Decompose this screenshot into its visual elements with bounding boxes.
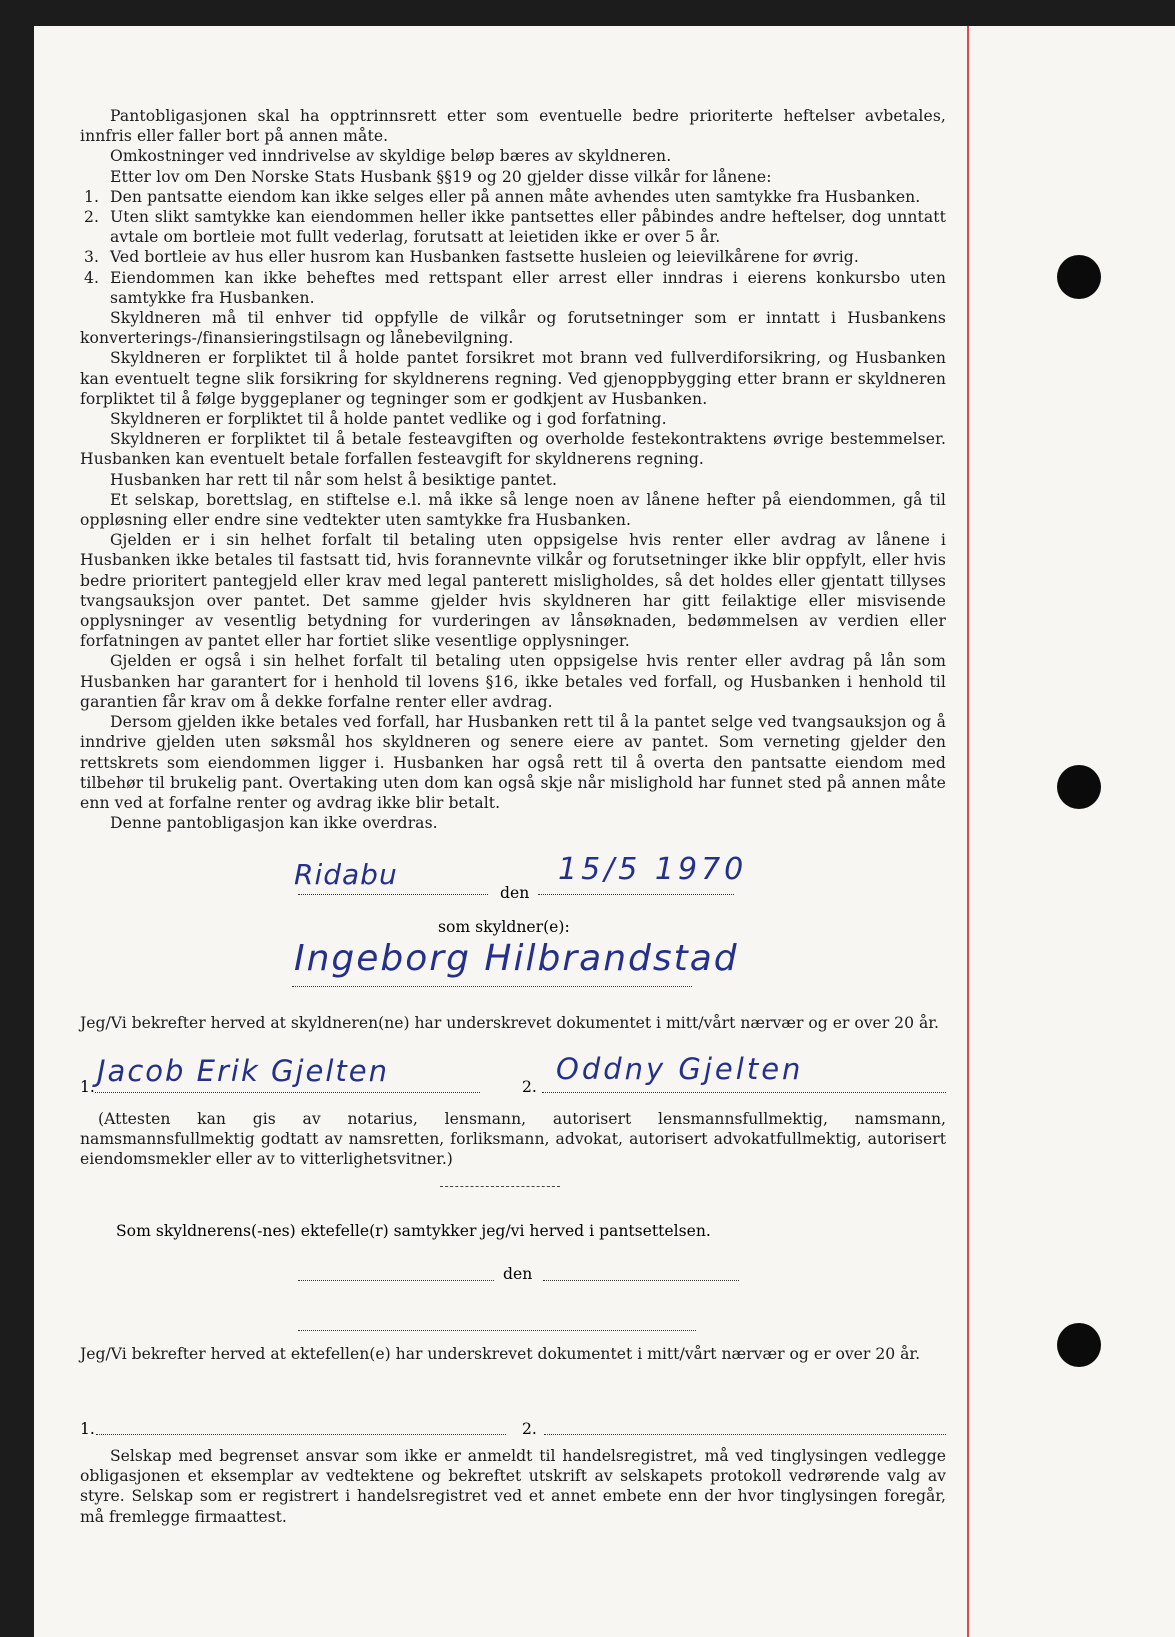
separator (440, 1186, 560, 1187)
spouse-den-label: den (503, 1265, 533, 1283)
place-handwritten: Ridabu (294, 858, 398, 891)
paragraph-enforcement: Dersom gjelden ikke betales ved forfall, har Husbanken rett til å la pantet selge ved tvangsauksjon og å inndrive gjelden uten søksmål hos skyldneren og senere eiere av pantet. Som verneting gjelder den rettskrets som eiendommen ligger i. Husbanken har også rett til å overta den pantsatte eiendom med tilbehør til brukelig pant. Overtaking uten dom kan også skje når mislighold har funnet sted på annen måte enn ved at forfalne renter og avdrag ikke blir betalt. (80, 713, 946, 812)
paragraph-lease-fee: Skyldneren er forpliktet til å betale festeavgiften og overholde festekontraktens øvrige bestemmelser. Husbanken kan eventuelt betale forfallen festeavgift for skyldnerens regning. (80, 430, 946, 469)
paragraph-maintenance: Skyldneren er forpliktet til å holde pantet vedlike og i god forfatning. (110, 410, 667, 429)
list-number: 1. (84, 187, 100, 206)
witness-section (80, 1013, 946, 1033)
witness-2-line-wrap (542, 1052, 946, 1093)
punch-hole (1057, 255, 1101, 299)
list-text: Den pantsatte eiendom kan ikke selges eller på annen måte avhendes uten samtykke fra Husbanken. (110, 187, 921, 206)
spouse-consent: Som skyldnerens(-nes) ektefelle(r) samtykker jeg/vi herved i pantsettelsen. (116, 1222, 711, 1240)
date-handwritten: 15/5 1970 (558, 852, 748, 887)
paragraph-costs: Omkostninger ved inndrivelse av skyldige beløp bæres av skyldneren. (110, 147, 672, 166)
spouse-date-line-wrap (543, 1262, 739, 1281)
terms-section (80, 106, 946, 833)
spouse-witness-2-line (544, 1416, 946, 1435)
paragraph-guarantee: Gjelden er også i sin helhet forfalt til betaling uten oppsigelse hvis renter eller avdrag på lån som Husbanken har garantert for i henhold til lovens §16, ikke betales ved forfall, og Husbanken i henhold til garantien får krav om å dekke forfalne renter eller avdrag. (80, 652, 946, 711)
company-note: Selskap med begrenset ansvar som ikke er anmeldt til handelsregistret, må ved tinglysingen vedlegge obligasjonen et eksemplar av vedtektene og bekreftet utskrift av selskapets protokoll vedrørende valg av styre. Selskap som er registrert i handelsregistret ved et annet embete enn der hvor tinglysingen foregår, må fremlegge firmaattest. (80, 1447, 946, 1526)
paragraph-inspection: Husbanken har rett til når som helst å besiktige pantet. (110, 470, 558, 489)
list-item (80, 207, 946, 247)
paragraph-priority: Pantobligasjonen skal ha opptrinnsrett etter som eventuelle bedre prioriterte heftelser avbetales, innfris eller faller bort på annen måte. (80, 107, 946, 146)
list-text: Uten slikt samtykke kan eiendommen heller ikke pantsettes eller påbindes andre heftelser, dog unntatt avtale om bortleie mot fullt vederlag, forutsatt at leietiden ikke er over 5 år. (110, 208, 946, 247)
list-number: 4. (84, 268, 100, 287)
list-text: Ved bortleie av hus eller husrom kan Husbanken fastsette husleien og leievilkårene for øvrig. (110, 248, 859, 267)
spouse-signature-line-wrap (298, 1312, 696, 1331)
witness-confirm: Jeg/Vi bekrefter herved at skyldneren(ne) har underskrevet dokumentet i mitt/vårt nærvær og er over 20 år. (80, 1014, 939, 1032)
punch-hole (1057, 1323, 1101, 1367)
spouse-witness-2-line-wrap (544, 1416, 946, 1435)
spouse-witness-1-number: 1. (80, 1420, 95, 1438)
den-label: den (500, 884, 530, 902)
paragraph-insurance: Skyldneren er forpliktet til å holde pantet forsikret mot brann ved fullverdiforsikring, og Husbanken kan eventuelt tegne slik forsikring for skyldnerens regning. Ved gjenoppbygging etter brann er skyldneren forpliktet til å følge byggeplaner og tegninger som er godkjent av Husbanken. (80, 349, 946, 408)
witness-1-signature: Jacob Erik Gjelten (97, 1054, 389, 1088)
list-text: Eiendommen kan ikke beheftes med rettspant eller arrest eller inndras i eierens konkursbo uten samtykke fra Husbanken. (110, 268, 946, 307)
spouse-confirm-section (80, 1344, 946, 1364)
spouse-confirm: Jeg/Vi bekrefter herved at ektefellen(e) har underskrevet dokumentet i mitt/vårt nærvær og er over 20 år. (80, 1345, 921, 1363)
attest-section (80, 1109, 946, 1170)
company-section (80, 1446, 946, 1527)
debtor-signature-line (292, 938, 739, 987)
list-number: 2. (84, 208, 100, 227)
list-item (80, 247, 946, 267)
debtor-signature: Ingeborg Hilbrandstad (294, 938, 739, 979)
spouse-date-line (543, 1262, 739, 1281)
date-line-wrap (538, 852, 748, 895)
spouse-witness-1-line (96, 1416, 506, 1435)
witness-2-signature: Oddny Gjelten (556, 1052, 804, 1086)
paragraph-transfer: Denne pantobligasjon kan ikke overdras. (110, 814, 438, 833)
spouse-place-line-wrap (298, 1262, 494, 1281)
margin-line (967, 26, 969, 1637)
list-item (80, 187, 946, 207)
spouse-signature-line (298, 1312, 696, 1331)
witness-2-number: 2. (522, 1078, 537, 1096)
spouse-witness-1-line-wrap (96, 1416, 506, 1435)
witness-1-number: 1. (80, 1078, 95, 1096)
witness-2-line (542, 1052, 946, 1093)
place-line (294, 858, 488, 895)
paragraph-dissolution: Et selskap, borettslag, en stiftelse e.l. må ikke så lenge noen av lånene hefter på eiendommen, gå til oppløsning eller endre sine vedtekter uten samtykke fra Husbanken. (80, 490, 946, 530)
spouse-witness-2-number: 2. (522, 1420, 537, 1438)
debtor-label: som skyldner(e): (438, 918, 570, 936)
paragraph-default: Gjelden er i sin helhet forfalt til betaling uten oppsigelse hvis renter eller avdrag av lånene i Husbanken ikke betales til fastsatt tid, hvis forannevnte vilkår og forutsetninger ikke blir oppfylt, eller hvis bedre prioritert pantegjeld eller krav med legal panterett misligholdes, så det holdes eller gjentatt tillyses tvangsauksjon over pantet. Det samme gjelder hvis skyldneren har gitt feilaktige eller misvisende opplysninger av vesentlig betydning for vurderingen av lånsøknaden, bedømmelsen av verdien eller forfatningen av pantet eller har fortiet slike vesentlige opplysninger. (80, 531, 946, 651)
paragraph-conditions: Skyldneren må til enhver tid oppfylle de vilkår og forutsetninger som er inntatt i Husbankens konverterings-/finansieringstilsagn og lånebevilgning. (80, 309, 946, 348)
punch-hole (1057, 765, 1101, 809)
list-number: 3. (84, 248, 100, 267)
list-item (80, 268, 946, 308)
debtor-line-wrap (292, 938, 739, 987)
paragraph-law: Etter lov om Den Norske Stats Husbank §§19 og 20 gjelder disse vilkår for lånene: (110, 167, 772, 186)
witness-1-line (95, 1054, 480, 1093)
date-line (538, 852, 748, 895)
place-line-wrap (294, 858, 488, 895)
witness-1-line-wrap (95, 1054, 480, 1093)
spouse-place-line (298, 1262, 494, 1281)
attest-note: (Attesten kan gis av notarius, lensmann, autorisert lensmannsfullmektig, namsmann, namsmannsfullmektig godtatt av namsretten, forliksmann, advokat, autorisert advokatfullmektig, autorisert eiendomsmekler eller av to vitterlighetsvitner.) (80, 1110, 946, 1169)
